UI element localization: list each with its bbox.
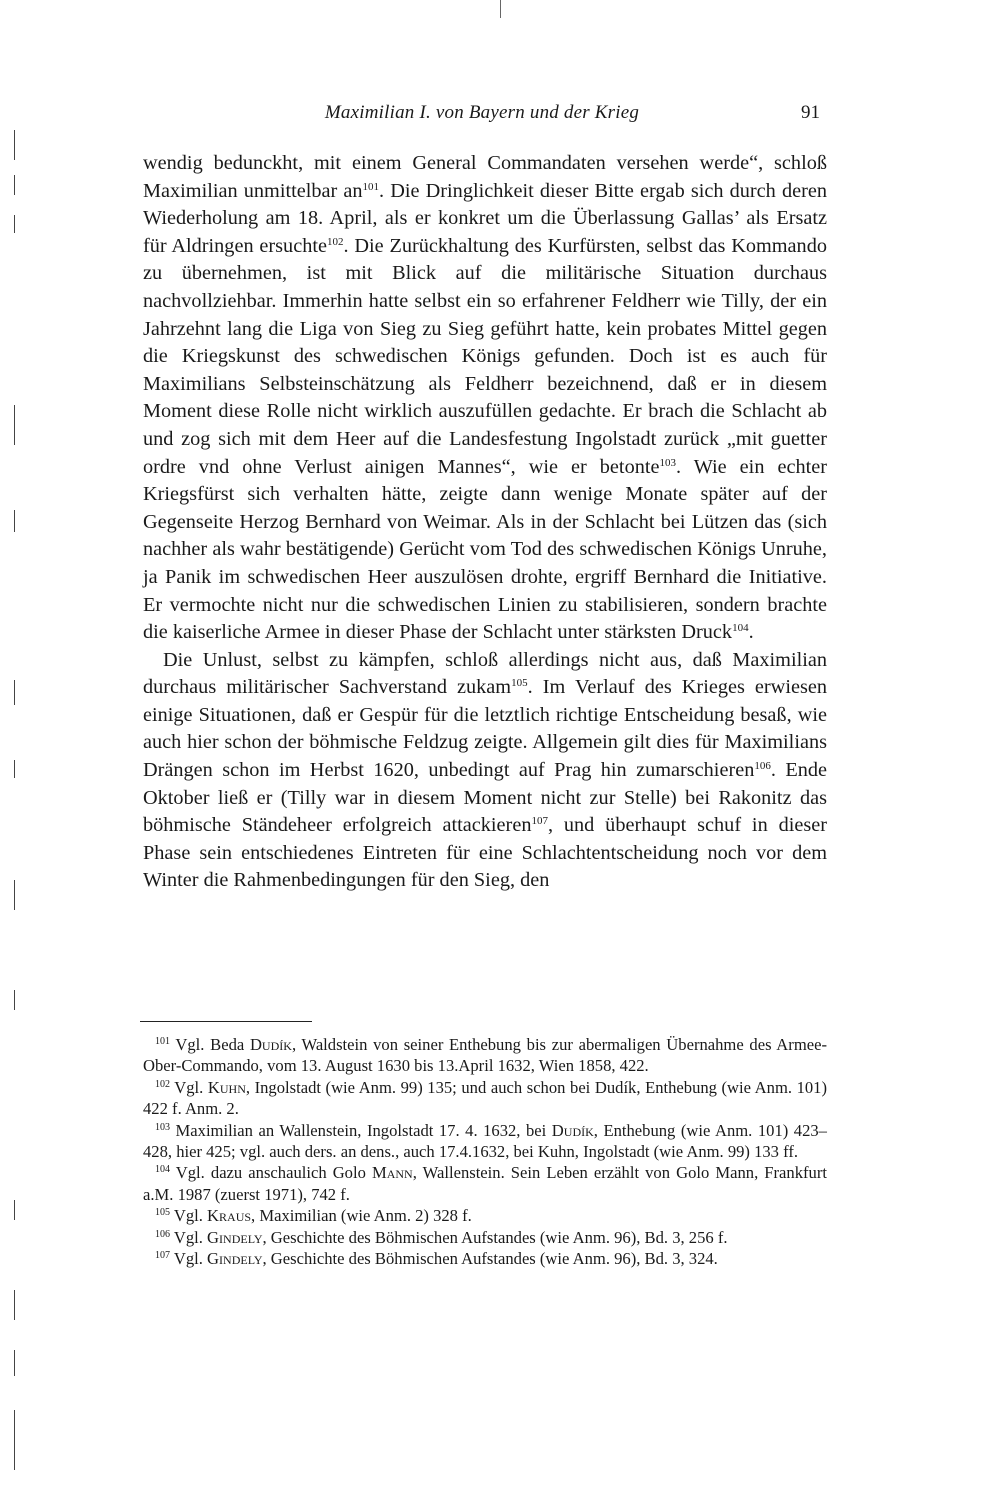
scan-margin-marks <box>14 120 18 1510</box>
footnote-ref-105[interactable]: 105 <box>511 677 528 690</box>
paragraph-2: Die Unlust, selbst zu kämpfen, schloß allerdings nicht aus, daß Maximilian durchaus militärischer Sachverstand zukam$^{105}$. Im Verlauf des Krieges erwiesen einige Situationen, daß er Gespür für die letztlich richtige Entscheidung besaß, wie auch hier schon der böhmische Feldzug zeigte. Allgemein gilt dies für Maximilians Drängen schon im Herbst 1620, unbedingt auf Prag hin zumarschieren$^{106}$. Ende Oktober ließ er (Tilly war in diesem Moment nicht zur Stelle) bei Rakonitz das böhmische Ständeheer erfolgreich attackieren$^{107}$, und überhaupt schuf in dieser Phase sein entschiedenes Eintreten für eine Schlachtentscheidung noch vor dem Winter die Rahmenbedingungen für den Sieg, den <box>143 648 828 892</box>
footnotes <box>143 1034 827 1269</box>
footnote-105: $^{105}$ Vgl. Kraus, Maximilian (wie Anm. 2) 328 f. <box>155 1206 472 1226</box>
footnote-101: $^{101}$ Vgl. Beda Dudík, Waldstein von seiner Enthebung bis zur abermaligen Übernahme des Armee-Ober-Commando, vom 13. August 1630 bis 13.April 1632, Wien 1858, 422. <box>143 1035 827 1076</box>
body-text <box>143 150 827 895</box>
footnote-ref-106[interactable]: 106 <box>754 760 771 773</box>
scan-tick <box>500 0 501 18</box>
footnote-102: $^{102}$ Vgl. Kuhn, Ingolstadt (wie Anm. 99) 135; und auch schon bei Dudík, Enthebung (wie Anm. 101) 422 f. Anm. 2. <box>143 1077 828 1119</box>
running-head: Maximilian I. von Bayern und der Krieg <box>324 102 640 123</box>
page-header <box>140 102 824 132</box>
footnote-ref-107[interactable]: 107 <box>531 815 548 828</box>
footnote-104: $^{104}$ Vgl. dazu anschaulich Golo Mann, Wallenstein. Sein Leben erzählt von Golo Mann, Frankfurt a.M. 1987 (zuerst 1971), 742 f. <box>143 1163 827 1204</box>
paragraph-1: wendig bedunckht, mit einem General Commandaten versehen werde“, schloß Maximilian unmittelbar $an^{101}$. Die Dringlichkeit dieser Bitte ergab sich durch deren Wiederholung am 18. April, als er konkret um die Überlassung Gallas’ als Ersatz für Aldringen ersuchte$^{102}$. Die Zurückhaltung des Kurfürsten, selbst das Kommando zu übernehmen, ist mit Blick auf die militärische Situation durchaus nachvollziehbar. Immerhin hatte selbst ein so erfahrener Feldherr wie Tilly, der ein Jahrzehnt lang die Liga von Sieg zu Sieg geführt hatte, kein probates Mittel gegen die Kriegskunst des schwedischen Königs gefunden. Doch ist es auch für Maximilians Selbsteinschätzung als Feldherr bezeichnend, daß er in diesem Moment diese Rolle nicht wirklich auszufüllen gedachte. Er brach die Schlacht ab und zog sich mit dem Heer auf die Landesfestung Ingolstadt zurück „mit guetter ordre vnd ohne Verlust ainigen Mannes“, wie er betonte$^{103}$. Wie ein echter Kriegsfürst sich verhalten hätte, zeigte dann wenige Monate später auf der Gegenseite Herzog Bernhard von Weimar. Als in der Schlacht bei Lützen das (sich nachher als wahr bestätigende) Gerücht vom Tod des schwedischen Königs Unruhe, ja Panik im schwedischen Heer auszulösen drohte, ergriff Bernhard die Initiative. Er vermochte nicht nur die schwedischen Linien zu stabilisieren, sondern brachte die kaiserliche Armee in dieser Phase der Schlacht unter stärksten Druck$^{104}$. <box>143 152 828 644</box>
footnote-107: $^{107}$ Vgl. Gindely, Geschichte des Böhmischen Aufstandes (wie Anm. 96), Bd. 3, 324. <box>155 1249 718 1269</box>
footnote-rule <box>140 1021 312 1022</box>
footnote-ref-102[interactable]: 102 <box>326 235 344 248</box>
footnote-106: $^{106}$ Vgl. Gindely, Geschichte des Böhmischen Aufstandes (wie Anm. 96), Bd. 3, 256 f. <box>155 1227 728 1247</box>
footnote-ref-101[interactable]: 101 <box>362 180 380 193</box>
footnote-ref-104[interactable]: 104 <box>732 622 749 635</box>
footnote-103: $^{103}$ Maximilian an Wallenstein, Ingolstadt 17. 4. 1632, bei Dudík, Enthebung (wie Anm. 101) 423–428, hier 425; vgl. auch ders. an dens., auch 17.4.1632, bei Kuhn, Ingolstadt (wie Anm. 99) 133 ff. <box>143 1120 827 1162</box>
footnote-ref-103[interactable]: 103 <box>659 456 676 469</box>
page-number: 91 <box>801 102 820 123</box>
